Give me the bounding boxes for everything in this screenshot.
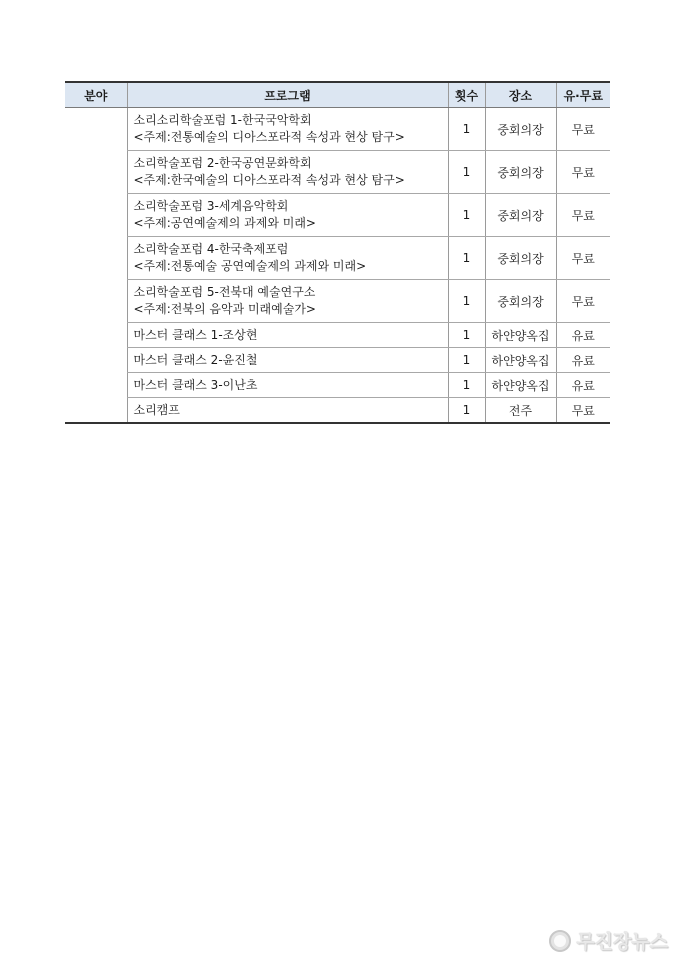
program-title: 마스터 클래스 3-이난초: [127, 373, 448, 398]
watermark: [549, 927, 668, 954]
table-row: [65, 373, 610, 398]
program-title: 소리학술포럼 4-한국축제포럼: [133, 242, 289, 256]
program-cell: [127, 194, 448, 237]
count-cell: 1: [448, 108, 485, 151]
table-row: [65, 398, 610, 424]
table-row: [65, 323, 610, 348]
program-cell: [127, 151, 448, 194]
count-cell: 1: [448, 237, 485, 280]
field-cell: [65, 108, 127, 424]
program-title: 소리학술포럼 5-전북대 예술연구소: [133, 285, 316, 299]
place-cell: 중회의장: [485, 194, 556, 237]
table-row: [65, 194, 610, 237]
fee-cell: 유료: [556, 348, 610, 373]
program-cell: [127, 108, 448, 151]
header-place: 장소: [485, 82, 556, 108]
table-row: [65, 348, 610, 373]
fee-cell: 유료: [556, 373, 610, 398]
count-cell: 1: [448, 373, 485, 398]
fee-cell: 무료: [556, 194, 610, 237]
place-cell: 중회의장: [485, 108, 556, 151]
table-row: [65, 108, 610, 151]
count-cell: 1: [448, 323, 485, 348]
program-title: 마스터 클래스 2-윤진철: [127, 348, 448, 373]
program-subtitle: <주제:전북의 음악과 미래예술가>: [133, 302, 316, 316]
table-row: [65, 280, 610, 323]
fee-cell: 무료: [556, 280, 610, 323]
count-cell: 1: [448, 348, 485, 373]
place-cell: 하얀양옥집: [485, 373, 556, 398]
program-subtitle: <주제:전통예술의 디아스포라적 속성과 현상 탐구>: [133, 130, 405, 144]
watermark-text: 무진장뉴스: [576, 932, 668, 953]
place-cell: 하얀양옥집: [485, 348, 556, 373]
fee-cell: 무료: [556, 151, 610, 194]
count-cell: 1: [448, 280, 485, 323]
header-fee: 유·무료: [556, 82, 610, 108]
count-cell: 1: [448, 151, 485, 194]
program-subtitle: <주제:전통예술 공연예술제의 과제와 미래>: [133, 259, 367, 273]
fee-cell: 무료: [556, 237, 610, 280]
logo-icon: [549, 930, 571, 952]
place-cell: 중회의장: [485, 280, 556, 323]
header-field: 분야: [65, 82, 127, 108]
program-title: 소리소리학술포럼 1-한국국악학회: [133, 113, 312, 127]
place-cell: 하얀양옥집: [485, 323, 556, 348]
fee-cell: 무료: [556, 398, 610, 424]
place-cell: 전주: [485, 398, 556, 424]
fee-cell: 유료: [556, 323, 610, 348]
table-row: [65, 151, 610, 194]
fee-cell: 무료: [556, 108, 610, 151]
program-title: 마스터 클래스 1-조상현: [127, 323, 448, 348]
place-cell: 중회의장: [485, 151, 556, 194]
program-title: 소리학술포럼 3-세계음악학회: [133, 199, 289, 213]
program-cell: [127, 237, 448, 280]
header-program: 프로그램: [127, 82, 448, 108]
program-title: 소리캠프: [127, 398, 448, 424]
count-cell: 1: [448, 398, 485, 424]
program-title: 소리학술포럼 2-한국공연문화학회: [133, 156, 312, 170]
count-cell: 1: [448, 194, 485, 237]
table-row: [65, 237, 610, 280]
header-count: 횟수: [448, 82, 485, 108]
program-schedule-table: [65, 81, 610, 424]
program-cell: [127, 280, 448, 323]
table-header-row: [65, 82, 610, 108]
program-subtitle: <주제:한국예술의 디아스포라적 속성과 현상 탐구>: [133, 173, 405, 187]
place-cell: 중회의장: [485, 237, 556, 280]
program-subtitle: <주제:공연예술제의 과제와 미래>: [133, 216, 316, 230]
